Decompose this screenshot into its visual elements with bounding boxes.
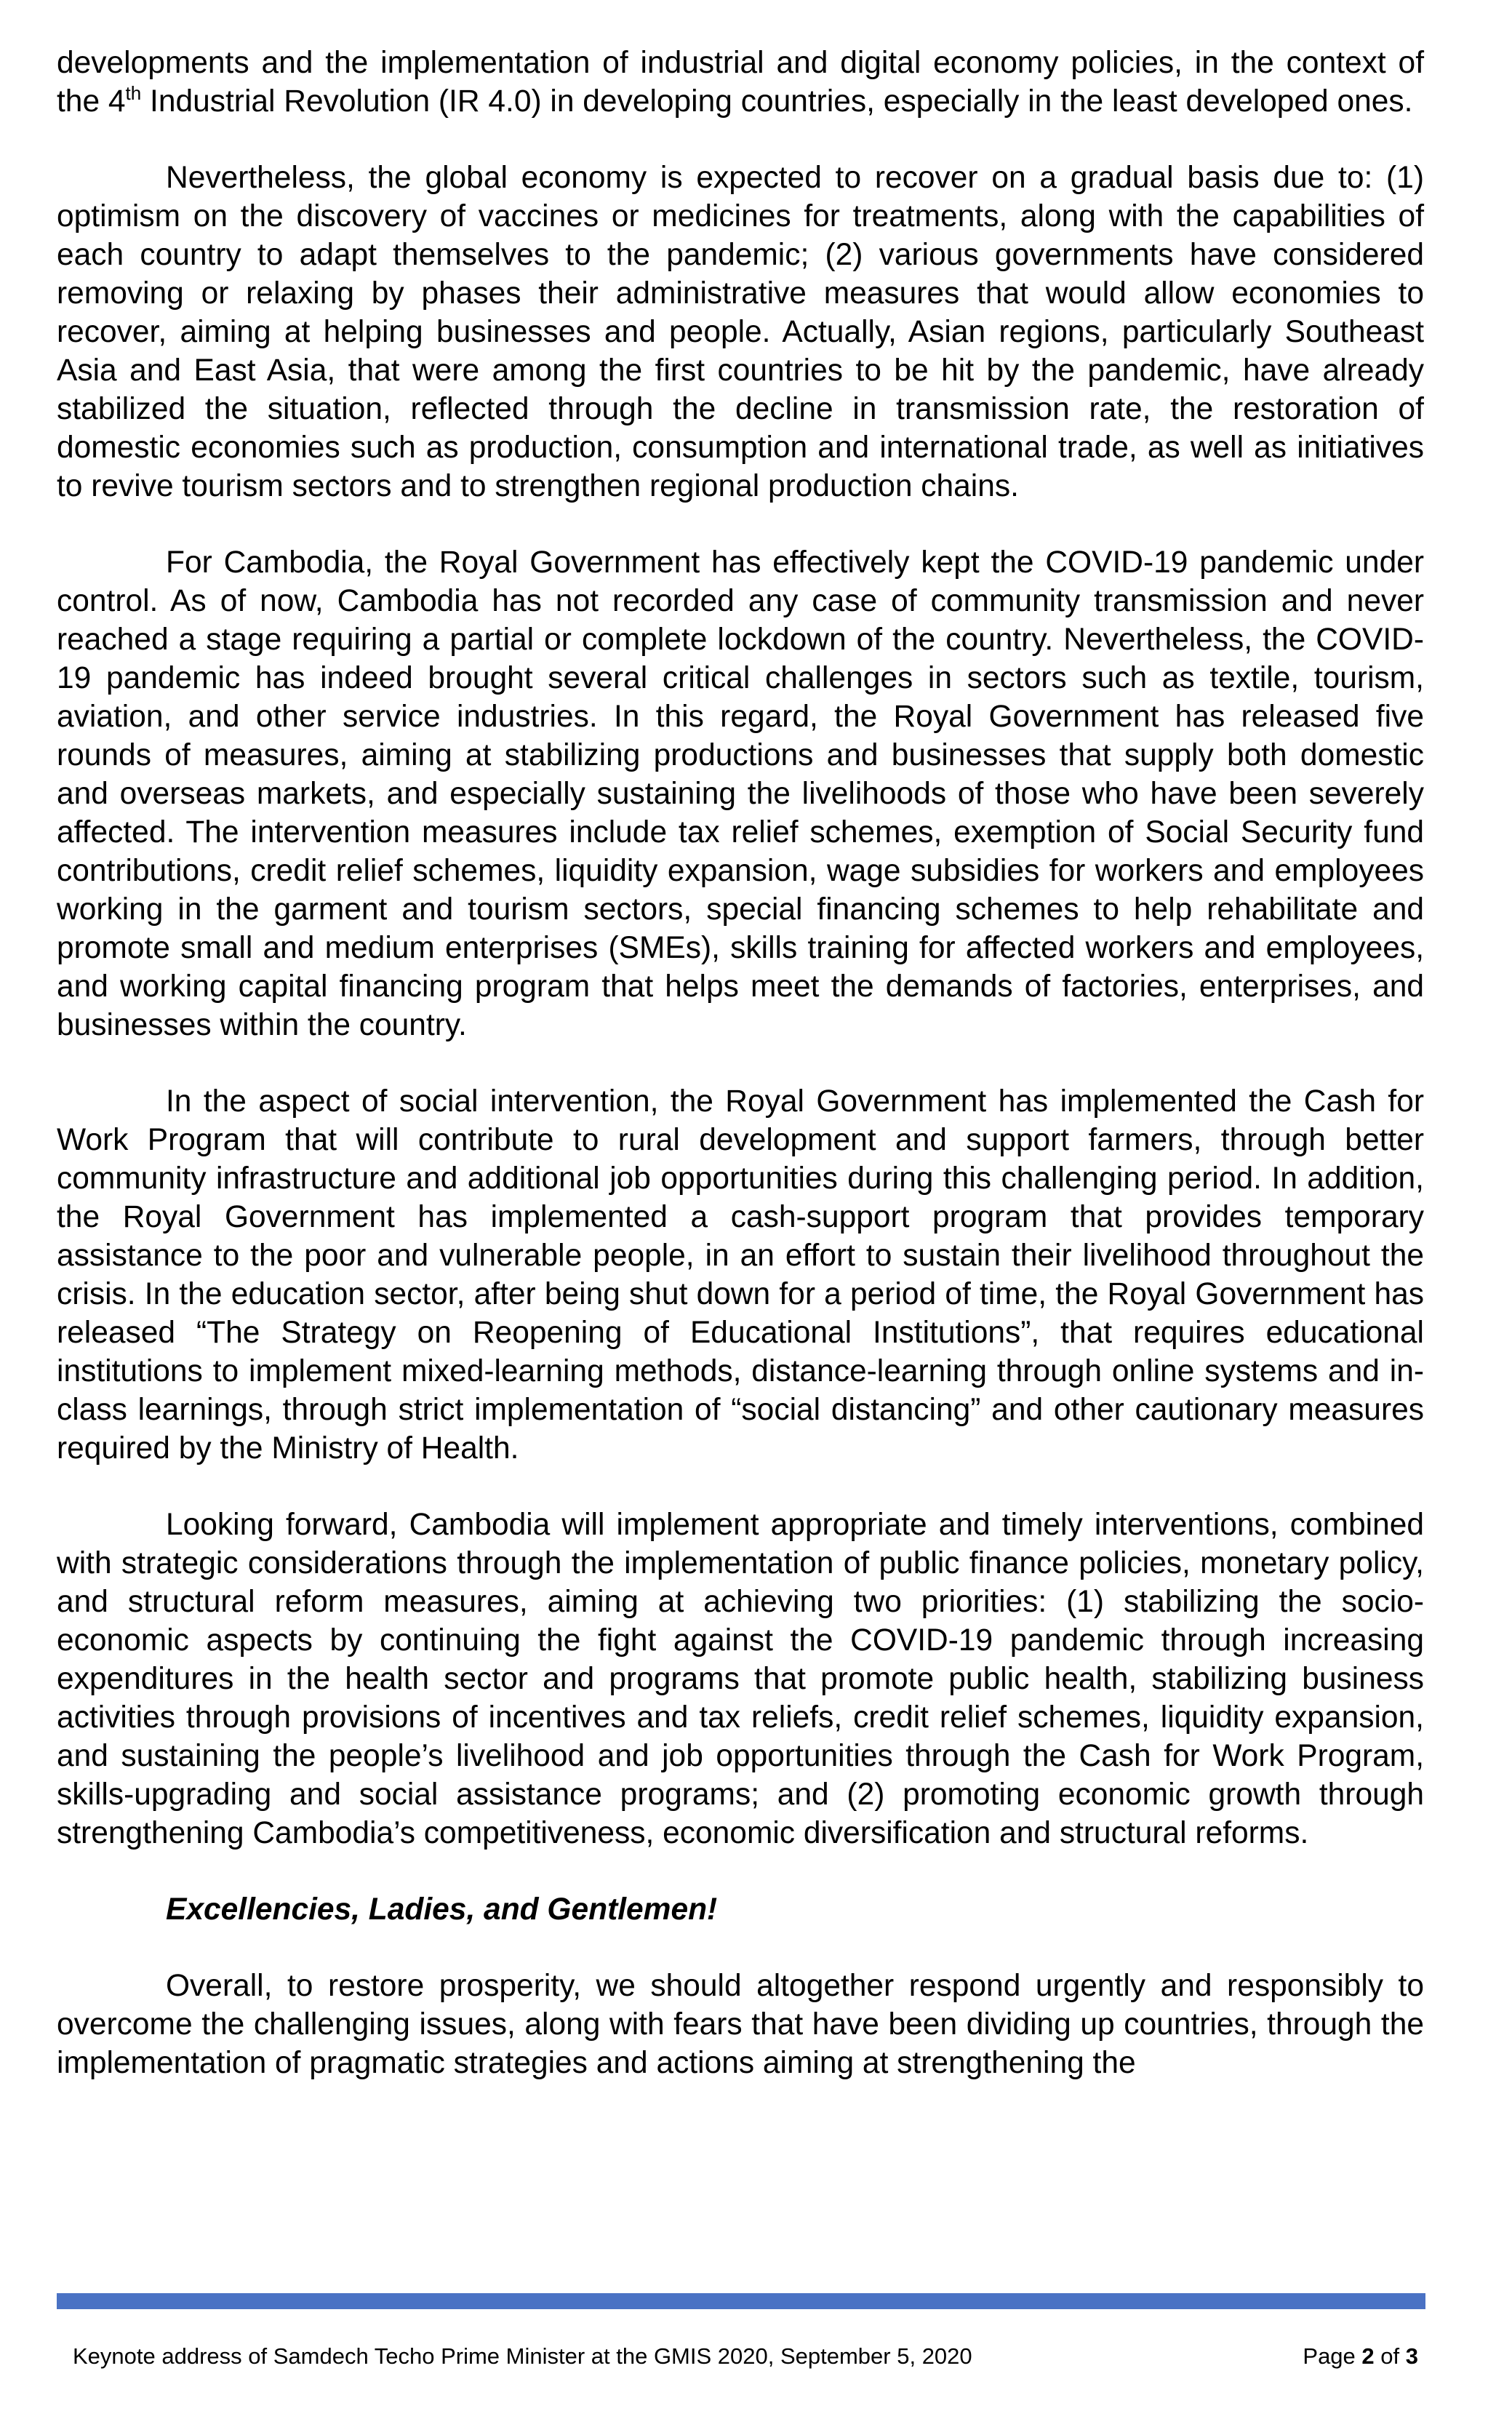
footer-caption: Keynote address of Samdech Techo Prime Minister at the GMIS 2020, September 5, 2020 [73, 2343, 972, 2369]
paragraph-1-text-a: developments and the implementation of industrial and digital economy policies, in the context of the 4 [57, 46, 1424, 119]
page-current: 2 [1361, 2343, 1375, 2369]
paragraph-6: Overall, to restore prosperity, we should altogether respond urgently and responsibly to overcome the challenging issues, along with fears that have been dividing up countries, through the implementation of pragmatic strategies and actions aiming at strengthening the [57, 1969, 1424, 2080]
page-total: 3 [1405, 2343, 1418, 2369]
page-footer [73, 2342, 1418, 2371]
page-label: Page [1303, 2343, 1362, 2369]
salutation-heading: Excellencies, Ladies, and Gentlemen! [166, 1892, 718, 1927]
footer-rule [57, 2293, 1425, 2309]
document-body [57, 44, 1424, 2120]
paragraph-1-text-b: Industrial Revolution (IR 4.0) in developing countries, especially in the least developed ones. [141, 84, 1413, 119]
ordinal-superscript: th [125, 82, 142, 104]
paragraph-4: In the aspect of social intervention, the Royal Government has implemented the Cash for Work Program that will contribute to rural development and support farmers, through better community infrastructure and additional job opportunities during this challenging period. In addition, the Royal Government has implemented a cash-support program that provides temporary assistance to the poor and vulnerable people, in an effort to sustain their livelihood throughout the crisis. In the education sector, after being shut down for a period of time, the Royal Government has released “The Strategy on Reopening of Educational Institutions”, that requires educational institutions to implement mixed-learning methods, distance-learning through online systems and in-class learnings, through strict implementation of “social distancing” and other cautionary measures required by the Ministry of Health. [57, 1084, 1424, 1466]
paragraph-5: Looking forward, Cambodia will implement appropriate and timely interventions, combined with strategic considerations through the implementation of public finance policies, monetary policy, and structural reform measures, aiming at achieving two priorities: (1) stabilizing the socio-economic aspects by continuing the fight against the COVID-19 pandemic through increasing expenditures in the health sector and programs that promote public health, stabilizing business activities through provisions of incentives and tax reliefs, credit relief schemes, liquidity expansion, and sustaining the people’s livelihood and job opportunities through the Cash for Work Program, skills-upgrading and social assistance programs; and (2) promoting economic growth through strengthening Cambodia’s competitiveness, economic diversification and structural reforms. [57, 1508, 1424, 1850]
paragraph-3: For Cambodia, the Royal Government has effectively kept the COVID-19 pandemic under control. As of now, Cambodia has not recorded any case of community transmission and never reached a stage requiring a partial or complete lockdown of the country. Nevertheless, the COVID-19 pandemic has indeed brought several critical challenges in sectors such as textile, tourism, aviation, and other service industries. In this regard, the Royal Government has released five rounds of measures, aiming at stabilizing productions and businesses that supply both domestic and overseas markets, and especially sustaining the livelihoods of those who have been severely affected. The intervention measures include tax relief schemes, exemption of Social Security fund contributions, credit relief schemes, liquidity expansion, wage subsidies for workers and employees working in the garment and tourism sectors, special financing schemes to help rehabilitate and promote small and medium enterprises (SMEs), skills training for affected workers and employees, and working capital financing program that helps meet the demands of factories, enterprises, and businesses within the country. [57, 545, 1424, 1042]
page-of-label: of [1374, 2343, 1406, 2369]
page-number [1303, 2342, 1418, 2371]
paragraph-2: Nevertheless, the global economy is expected to recover on a gradual basis due to: (1) optimism on the discovery of vaccines or medicines for treatments, along with the capabilities of each country to adapt themselves to the pandemic; (2) various governments have considered removing or relaxing by phases their administrative measures that would allow economies to recover, aiming at helping businesses and people. Actually, Asian regions, particularly Southeast Asia and East Asia, that were among the first countries to be hit by the pandemic, have already stabilized the situation, reflected through the decline in transmission rate, the restoration of domestic economies such as production, consumption and international trade, as well as initiatives to revive tourism sectors and to strengthen regional production chains. [57, 161, 1424, 503]
paragraph-1 [57, 44, 1424, 121]
